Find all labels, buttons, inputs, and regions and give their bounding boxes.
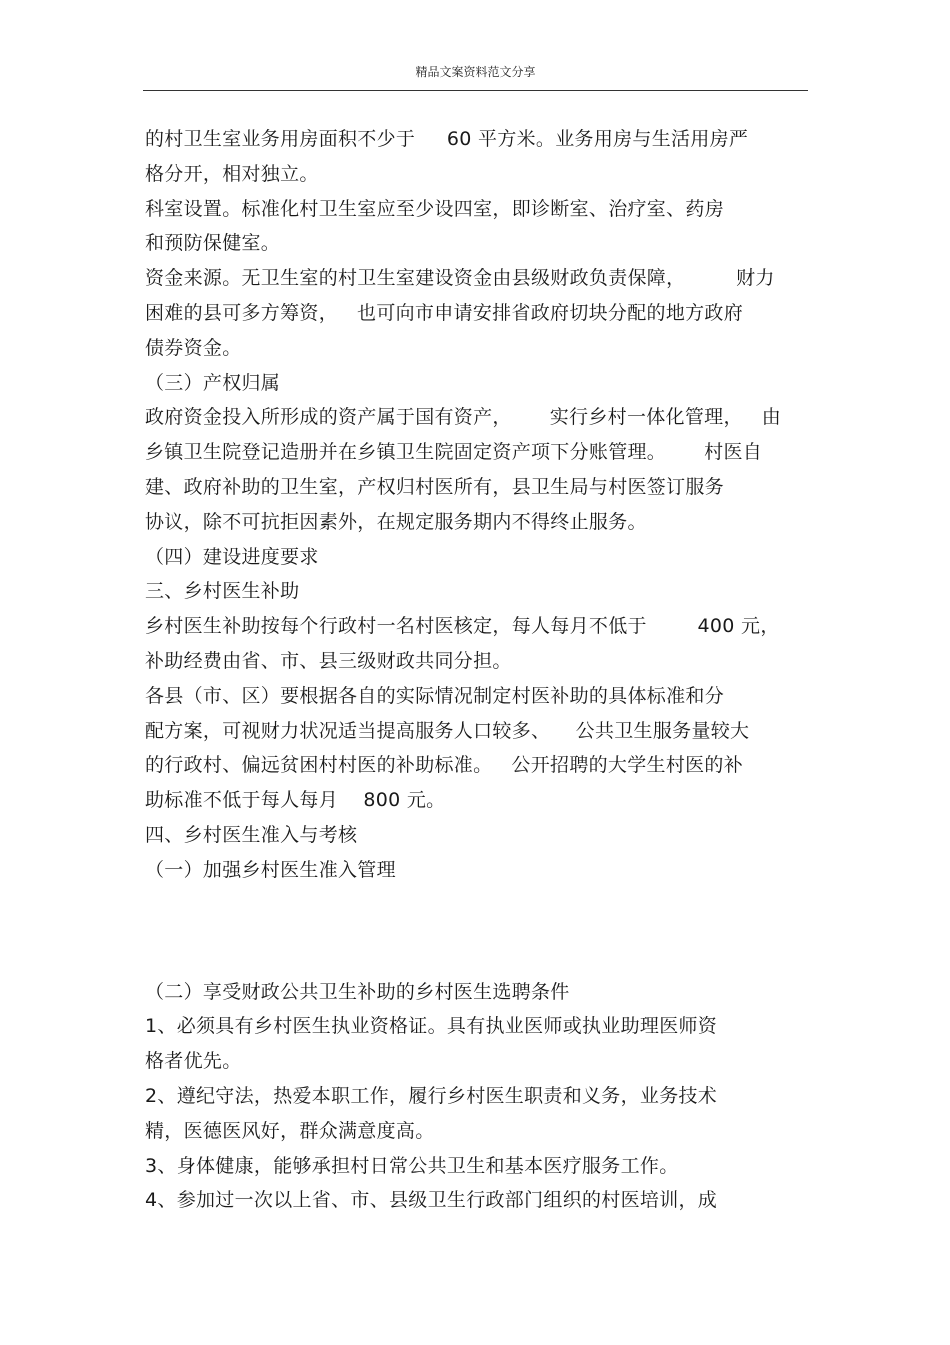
text-line: 格分开，相对独立。 [145, 162, 319, 185]
text-line: 乡村医生补助按每个行政村一名村医核定，每人每月不低于 400 元， [145, 615, 780, 638]
text-line: 助标准不低于每人每月 800 元。 [145, 789, 446, 812]
header-divider [143, 90, 808, 91]
list-item: 1、必须具有乡村医生执业资格证。具有执业医师或执业助理医师资 [145, 1015, 718, 1038]
text-line: 的行政村、偏远贫困村村医的补助标准。 公开招聘的大学生村医的补 [145, 754, 744, 777]
text-line: 和预防保健室。 [145, 232, 281, 255]
text-line: 配方案，可视财力状况适当提高服务人口较多、 公共卫生服务量较大 [145, 719, 750, 742]
text-line: 补助经费由省、市、县三级财政共同分担。 [145, 649, 512, 672]
text-line: 困难的县可多方筹资， 也可向市申请安排省政府切块分配的地方政府 [145, 301, 744, 324]
text-line: 债券资金。 [145, 336, 242, 359]
document-body [145, 122, 815, 1218]
text-line: 协议，除不可抗拒因素外，在规定服务期内不得终止服务。 [145, 510, 647, 533]
text-line: 各县（市、区）要根据各自的实际情况制定村医补助的具体标准和分 [145, 684, 725, 707]
text-line: 的村卫生室业务用房面积不少于 60 平方米。业务用房与生活用房严 [145, 128, 749, 150]
section-heading: 三、乡村医生补助 [145, 580, 300, 603]
blank-space [145, 888, 815, 975]
list-item-continuation: 精，医德医风好，群众满意度高。 [145, 1119, 435, 1142]
list-item: 3、身体健康，能够承担村日常公共卫生和基本医疗服务工作。 [145, 1154, 679, 1177]
text-line: 政府资金投入所形成的资产属于国有资产， 实行乡村一体化管理， 由 [145, 406, 782, 429]
list-item: 4、参加过一次以上省、市、县级卫生行政部门组织的村医培训，成 [145, 1189, 718, 1212]
text-line: 乡镇卫生院登记造册并在乡镇卫生院固定资产项下分账管理。 村医自 [145, 441, 763, 464]
text-line: 建、政府补助的卫生室，产权归村医所有，县卫生局与村医签订服务 [145, 475, 725, 498]
list-item-continuation: 格者优先。 [145, 1050, 242, 1073]
list-item: 2、遵纪守法，热爱本职工作，履行乡村医生职责和义务，业务技术 [145, 1084, 718, 1107]
section-heading: （三）产权归属 [145, 371, 281, 394]
section-heading: 四、乡村医生准入与考核 [145, 823, 358, 846]
page-header: 精品文案资料范文分享 [415, 65, 536, 79]
text-line: 资金来源。无卫生室的村卫生室建设资金由县级财政负责保障， 财力 [145, 267, 775, 290]
text-line: 科室设置。标准化村卫生室应至少设四室，即诊断室、治疗室、药房 [145, 197, 725, 220]
section-heading: （一）加强乡村医生准入管理 [145, 858, 396, 881]
section-heading: （四）建设进度要求 [145, 545, 319, 568]
section-heading: （二）享受财政公共卫生补助的乡村医生选聘条件 [145, 980, 570, 1003]
